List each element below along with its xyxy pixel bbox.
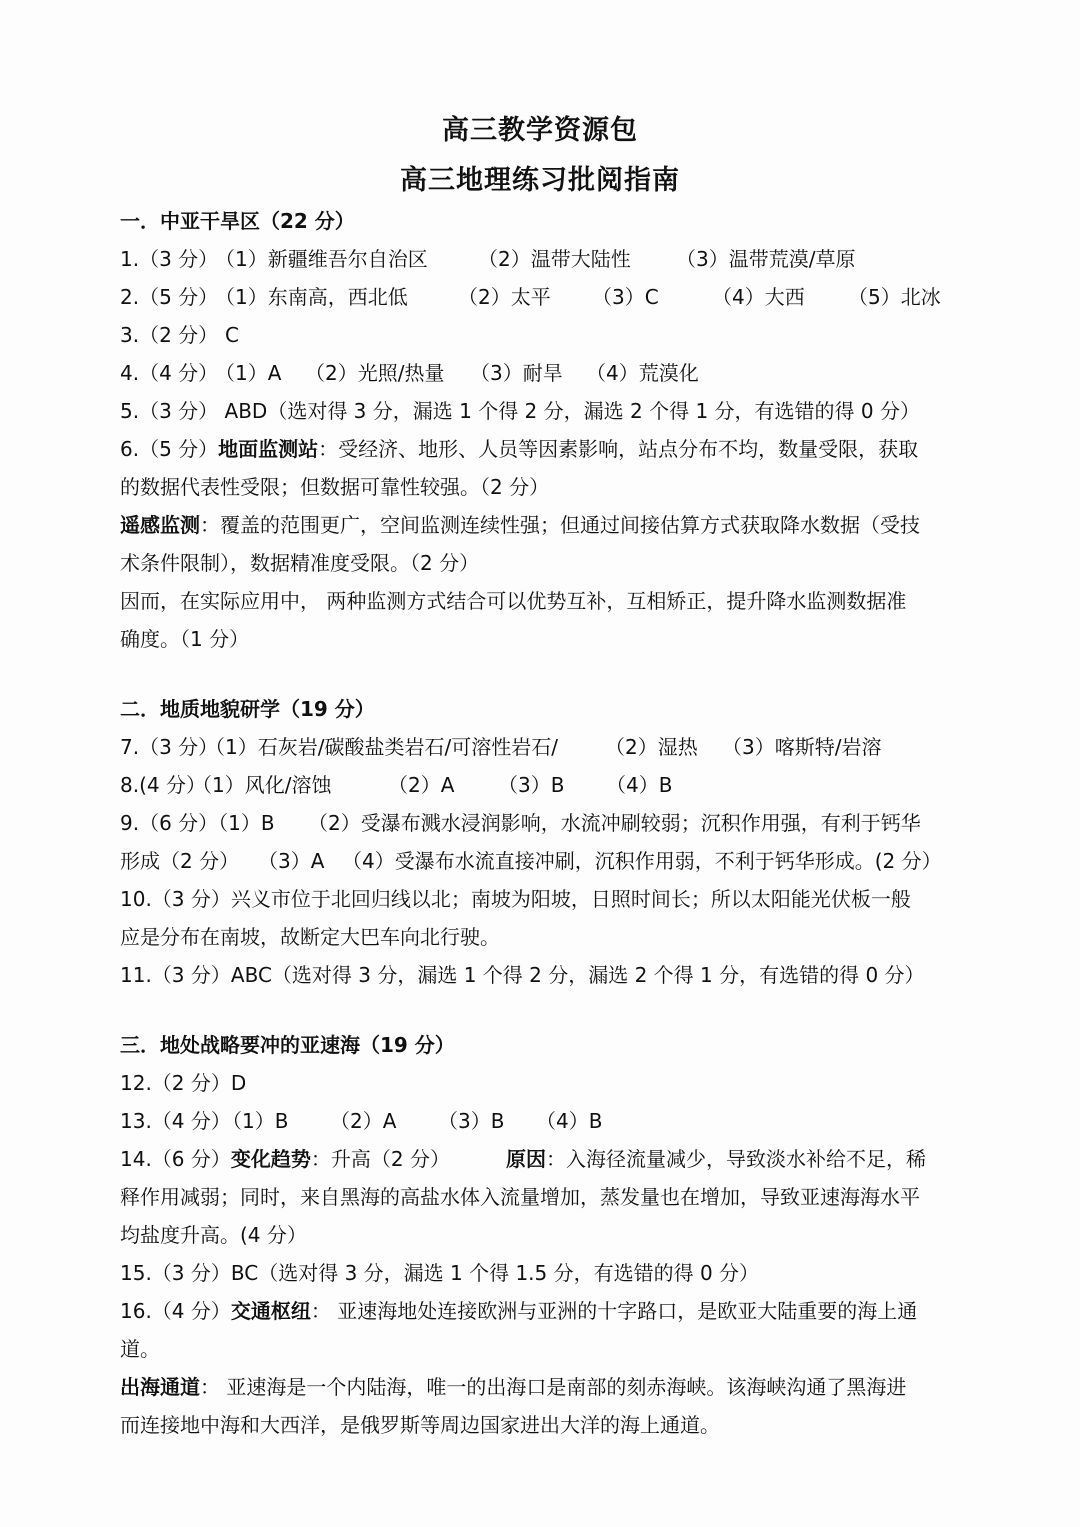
q2-answer-2: （2）太平 — [458, 285, 551, 309]
q7-answer-1: （1）石灰岩/碳酸盐类岩石/可溶性岩石/ — [205, 735, 558, 759]
q2-answer-5: （5）北冰 — [848, 285, 941, 309]
question-6-line-3 — [120, 512, 920, 538]
q9-line-1b: （2）受瀑布溅水浸润影响，水流冲刷较弱；沉积作用强，有利于钙华 — [308, 811, 921, 835]
question-6-line-5: 因而，在实际应用中， 两种监测方式结合可以优势互补，互相矫正，提升降水监测数据准 — [120, 589, 907, 613]
q14-label-trend: 变化趋势 — [230, 1147, 311, 1171]
question-15: 15.（3 分）BC（选对得 3 分，漏选 1 个得 1.5 分，有选错的得 0 分） — [120, 1261, 760, 1285]
section-2-heading: 二．地质地貌研学（19 分） — [120, 697, 375, 721]
q16-label-hub: 交通枢纽 — [230, 1299, 311, 1323]
q8-number: 8.(4 分） — [120, 773, 206, 797]
q13-number: 13.（4 分） — [120, 1109, 231, 1133]
document-title: 高三教学资源包 — [442, 115, 638, 146]
question-12: 12.（2 分）D — [120, 1071, 247, 1095]
q4-answer-1: （1）A — [215, 361, 282, 385]
q14-part-1 — [120, 1146, 450, 1172]
question-6-line-1 — [120, 436, 918, 462]
question-16-line-1 — [120, 1298, 917, 1324]
q2-answer-1: （1）东南高，西北低 — [215, 285, 408, 309]
q1-number: 1.（3 分） — [120, 247, 219, 271]
section-1-heading: 一．中亚干旱区（22 分） — [120, 209, 355, 233]
question-16-line-3 — [120, 1374, 906, 1400]
q1-answer-1: （1）新疆维吾尔自治区 — [215, 247, 428, 271]
q6-number: 6.（5 分） — [120, 437, 219, 461]
question-6-line-6: 确度。（1 分） — [120, 627, 250, 651]
question-6-line-4: 术条件限制），数据精准度受限。（2 分） — [120, 551, 480, 575]
q3-number: 3.（2 分） — [120, 323, 219, 347]
q8-answer-1: （1）风化/溶蚀 — [192, 773, 332, 797]
q16-text-1: ： 亚速海地处连接欧洲与亚洲的十字路口，是欧亚大陆重要的海上通 — [310, 1299, 918, 1323]
q14-text-trend: ：升高（2 分） — [310, 1147, 450, 1171]
question-14-line-3: 均盐度升高。(4 分） — [120, 1223, 307, 1247]
q6-label-remote-sensing: 遥感监测 — [120, 513, 200, 537]
q8-answer-2: （2）A — [388, 773, 455, 797]
q1-answer-3: （3）温带荒漠/草原 — [676, 247, 856, 271]
q7-answer-2: （2）湿热 — [605, 735, 698, 759]
question-10-line-1: 10.（3 分）兴义市位于北回归线以北；南坡为阳坡，日照时间长；所以太阳能光伏板一般 — [120, 887, 911, 911]
q6-text-3: ：覆盖的范围更广，空间监测连续性强；但通过间接估算方式获取降水数据（受技 — [200, 513, 920, 537]
q14-number: 14.（6 分） — [120, 1147, 231, 1171]
question-6-line-2: 的数据代表性受限；但数据可靠性较强。（2 分） — [120, 475, 550, 499]
q6-text-1: ：受经济、地形、人员等因素影响，站点分布不均，数量受限，获取 — [318, 437, 919, 461]
document-subtitle: 高三地理练习批阅指南 — [400, 165, 680, 196]
q7-number: 7.（3 分） — [120, 735, 219, 759]
q13-answer-2: （2）A — [330, 1109, 397, 1133]
q1-answer-2: （2）温带大陆性 — [478, 247, 631, 271]
q6-label-ground-station: 地面监测站 — [218, 437, 319, 461]
q2-answer-3: （3）C — [592, 285, 659, 309]
section-3-heading: 三．地处战略要冲的亚速海（19 分） — [120, 1033, 455, 1057]
question-5: 5.（3 分） ABD（选对得 3 分，漏选 1 个得 2 分，漏选 2 个得 1 分，有选错的得 0 分） — [120, 399, 920, 423]
q4-answer-2: （2）光照/热量 — [305, 361, 445, 385]
q13-answer-1: （1）B — [222, 1109, 289, 1133]
q9-line-2b: （3）A — [258, 849, 325, 873]
q9-line-2c: （4）受瀑布水流直接冲刷，沉积作用弱，不利于钙华形成。(2 分） — [342, 849, 942, 873]
question-16-line-4: 而连接地中海和大西洋，是俄罗斯等周边国家进出大洋的海上通道。 — [120, 1413, 720, 1437]
q9-line-1a: 9.（6 分）（1）B — [120, 811, 275, 835]
q16-text-3: ： 亚速海是一个内陆海，唯一的出海口是南部的刻赤海峡。该海峡沟通了黑海进 — [200, 1375, 907, 1399]
q16-label-outlet: 出海通道 — [120, 1375, 200, 1399]
q4-answer-4: （4）荒漠化 — [586, 361, 699, 385]
question-11: 11.（3 分）ABC（选对得 3 分，漏选 1 个得 2 分，漏选 2 个得 1 分，有选错的得 0 分） — [120, 963, 925, 987]
q4-number: 4.（4 分） — [120, 361, 219, 385]
q8-answer-4: （4）B — [606, 773, 673, 797]
question-10-line-2: 应是分布在南坡，故断定大巴车向北行驶。 — [120, 925, 500, 949]
question-14-line-2: 释作用减弱；同时，来自黑海的高盐水体入流量增加，蒸发量也在增加，导致亚速海海水平 — [120, 1185, 920, 1209]
q2-number: 2.（5 分） — [120, 285, 219, 309]
q13-answer-4: （4）B — [536, 1109, 603, 1133]
q2-answer-4: （4）大西 — [712, 285, 805, 309]
q14-label-reason: 原因 — [506, 1147, 546, 1171]
q14-text-reason: ：入海径流量减少，导致淡水补给不足，稀 — [546, 1147, 926, 1171]
q4-answer-3: （3）耐旱 — [470, 361, 563, 385]
q14-part-2 — [506, 1146, 926, 1172]
q3-answer-1: C — [225, 323, 239, 347]
q16-number: 16.（4 分） — [120, 1299, 231, 1323]
q8-answer-3: （3）B — [498, 773, 565, 797]
question-16-line-2: 道。 — [120, 1337, 160, 1361]
q13-answer-3: （3）B — [438, 1109, 505, 1133]
q9-line-2a: 形成（2 分） — [120, 849, 240, 873]
q7-answer-3: （3）喀斯特/岩溶 — [722, 735, 882, 759]
